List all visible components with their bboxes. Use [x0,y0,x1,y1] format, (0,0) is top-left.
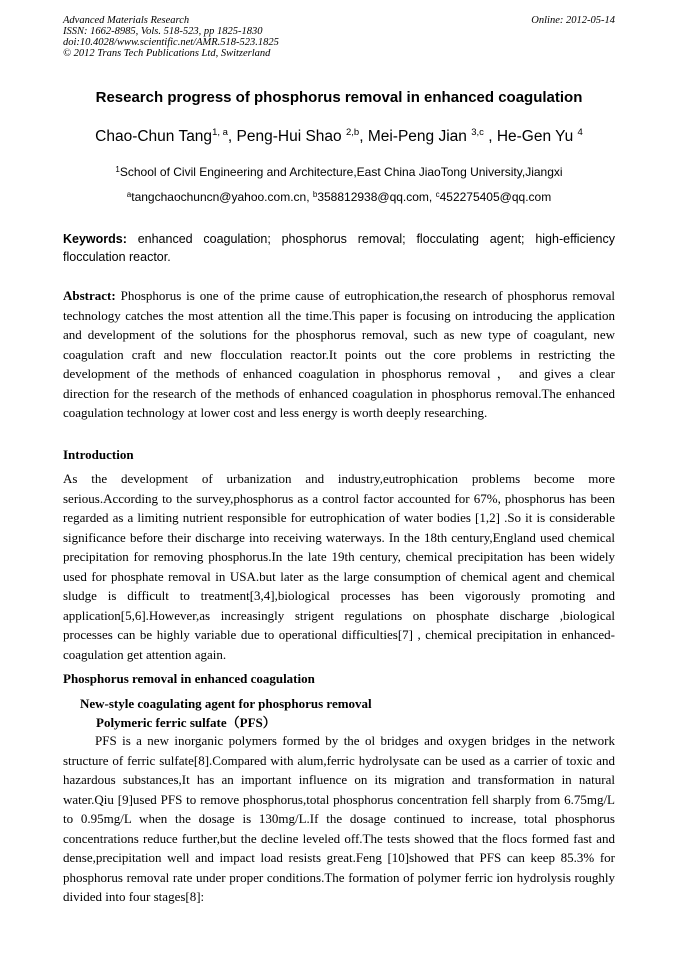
email-c: 452275405@qq.com [439,190,552,204]
author-sup: 1, a [212,127,228,138]
section-heading: Phosphorus removal in enhanced coagulation [63,671,315,686]
abstract-text: Phosphorus is one of the prime cause of eutrophication,the research of phosphorus removal technology catches the most attention all the time.This paper is focusing on introducing the application and development of the solutions for the phosphorus removal, such as new type of coagulant, new coagulation craft and new flocculation reactor.It points out the core problems in restricting the development of the methods of enhanced coagulation in phosphorus removal ， and gives a clear direction for the research of the methods of enhanced coagulation in phosphorus removal.The enhanced coagulation technology at lower cost and less energy is worth deeply researching. [63,288,615,420]
introduction-text: As the development of urbanization and industry,eutrophication problems become more serious.According to the survey,phosphorus as a control factor accounted for 67%, phosphorus has been regarded as a limiting nutrient responsible for eutrophication of water bodies [1,2] .So it is considerable significance before their discharge into receiving waterways. In the 18th century,England used chemical precipitation for removing phosphorus.In the late 19th century, chemical precipitation has been widely used for phosphate removal in USA.but later as the large consumption of chemical agent and chemical sludge is difficult to treatment[3,4],biological processes has been vigorously promoting and application[5,6].However,as increasingly strigent regulations on phosphate discharge ,biological processes can be highly variable due to operational difficulties[7] , chemical precipitation in enhanced-coagulation get attention again. [63,471,615,662]
pfs-paragraph: PFS is a new inorganic polymers formed by the ol bridges and oxygen bridges in the network structure of ferric sulfate[8].Compared with alum,ferric hydrolysate can be used as a carrier of toxic and hazardous substances,It has an important influence on its migration and transformation in natural water.Qiu [9]used PFS to remove phosphorus,total phosphorus concentration fell sharply from 6.75mg/L to 0.95mg/L when the dosage is 130mg/L.If the dosage continued to increase, total phosphorus concentrations reduce further,but the decline leveled off.The tests showed that the flocs formed fast and dense,precipitation well and impact load resists great.Feng [10]showed that PFS can keep 85.3% for phosphorus removal rate under proper conditions.The formation of polymer ferric ion hydrolysis roughly divided into four stages[8]: [63,733,615,904]
email-sup: b [312,190,318,199]
issn-line: ISSN: 1662-8985, Vols. 518-523, pp 1825-1830 [63,26,263,37]
author-sup: 4 [577,127,583,138]
email-sup: c [435,190,440,199]
email-b: 358812938@qq.com, [317,190,436,204]
doi-line: doi:10.4028/www.scientific.net/AMR.518-523.1825 [63,37,279,48]
keywords-label: Keywords: [63,232,127,246]
affiliation [0,165,678,179]
author-name: Mei-Peng Jian [367,128,472,145]
author-emails [0,190,678,204]
author-sup: 2,b [345,127,360,138]
author-name: He-Gen Yu [496,128,578,145]
introduction-heading: Introduction [63,447,134,462]
author-sep: , [227,128,237,145]
keywords [63,230,615,266]
affiliation-sup: 1 [115,165,120,174]
journal-name: Advanced Materials Research [63,15,190,26]
author-list [0,128,678,146]
subsubsection-heading: Polymeric ferric sulfate（PFS） [96,715,276,730]
subsection-heading: New-style coagulating agent for phosphorus removal [80,696,372,711]
email-sup: a [126,190,132,199]
author-name: Peng-Hui Shao [236,128,346,145]
abstract [63,286,615,423]
author-sup: 3,c [471,127,484,138]
author-sep: , [483,128,497,145]
paper-title: Research progress of phosphorus removal in enhanced coagulation [95,89,583,106]
keywords-text: enhanced coagulation; phosphorus removal; flocculating agent; high-efficiency flocculation reactor. [63,232,615,264]
abstract-label: Abstract: [63,288,116,303]
copyright-line: © 2012 Trans Tech Publications Ltd, Switzerland [63,48,271,59]
online-date: Online: 2012-05-14 [531,15,615,26]
affiliation-text: School of Civil Engineering and Architecture,East China JiaoTong University,Jiangxi [119,165,563,179]
email-a: tangchaochuncn@yahoo.com.cn, [131,190,313,204]
author-name: Chao-Chun Tang [95,128,213,145]
author-sep: , [359,128,368,145]
journal-header [63,15,615,59]
